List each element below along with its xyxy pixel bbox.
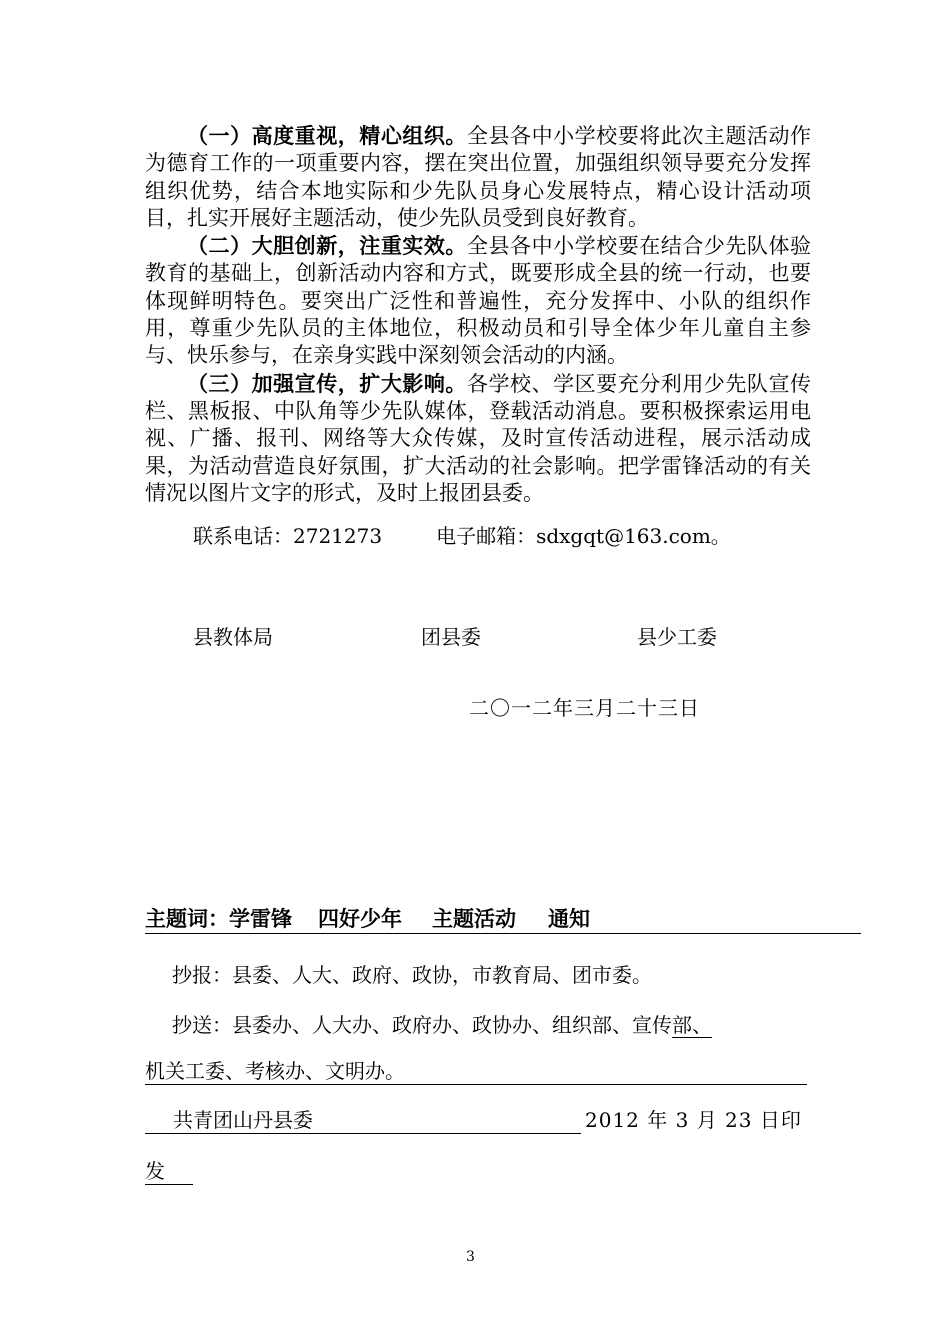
signatory-education-bureau: 县教体局 bbox=[193, 625, 273, 649]
contact-email: 电子邮箱：sdxgqt@163.com。 bbox=[436, 524, 731, 548]
paragraph-1-heading: （一）高度重视，精心组织。 bbox=[187, 123, 467, 148]
subject-keywords bbox=[145, 906, 861, 934]
paragraph-2 bbox=[145, 232, 811, 369]
cc-send-text: 抄送：县委办、人大办、政府办、政协办、组织部、宣传 bbox=[172, 1013, 672, 1037]
issuer-date: 2012 年 3 月 23 日印 bbox=[585, 1108, 802, 1132]
paragraph-1-text: 全县各中小学校要将此次主题活动作为德育工作的一项重要内容，摆在突出位置，加强组织领导要充分发挥组织优势，结合本地实际和少先队员身心发展特点，精心设计活动项目，扎实开展好主题活动，使少先队员受到良好教育。 bbox=[145, 124, 812, 230]
keyword-2: 四好少年 bbox=[318, 907, 402, 931]
keywords-label: 主题词： bbox=[145, 907, 229, 931]
paragraph-1 bbox=[145, 122, 811, 232]
paragraph-2-heading: （二）大胆创新，注重实效。 bbox=[187, 233, 467, 259]
paragraph-3-text: 各学校、学区要充分利用少先队宣传栏、黑板报、中队角等少先队媒体，登载活动消息。要积极探索运用电视、广播、报刊、网络等大众传媒，及时宣传活动进程，展示活动成果，为活动营造良好氛围，扩大活动的社会影响。把学雷锋活动的有关情况以图片文字的形式，及时上报团县委。 bbox=[145, 371, 812, 505]
cc-report-line: 抄报：县委、人大、政府、政协，市教育局、团市委。 bbox=[172, 963, 652, 987]
contact-line bbox=[193, 524, 731, 548]
cc-send-underlined: 部、 bbox=[672, 1013, 712, 1037]
cc-send-line bbox=[172, 1012, 712, 1038]
issuer-tail: 发 bbox=[145, 1158, 193, 1185]
signatory-young-pioneers: 县少工委 bbox=[637, 625, 717, 649]
signatory-youth-league: 团县委 bbox=[421, 625, 481, 649]
cc-send-continuation: 机关工委、考核办、文明办。 bbox=[145, 1058, 807, 1085]
issuer-underline bbox=[145, 1133, 581, 1134]
issuer-line bbox=[145, 1107, 807, 1135]
keyword-4: 通知 bbox=[548, 907, 590, 931]
issuer-org: 共青团山丹县委 bbox=[173, 1108, 313, 1132]
notice-body bbox=[145, 122, 811, 507]
keyword-3: 主题活动 bbox=[432, 907, 516, 931]
keyword-1: 学雷锋 bbox=[229, 907, 292, 931]
issue-date: 二〇一二年三月二十三日 bbox=[469, 696, 700, 720]
contact-phone: 联系电话：2721273 bbox=[193, 524, 383, 548]
page-number: 3 bbox=[466, 1249, 475, 1265]
paragraph-3 bbox=[145, 370, 811, 507]
paragraph-3-heading: （三）加强宣传，扩大影响。 bbox=[187, 370, 467, 396]
paragraph-2-text: 全县各中小学校要在结合少先队体验教育的基础上，创新活动内容和方式，既要形成全县的统一行动，也要体现鲜明特色。要突出广泛性和普遍性，充分发挥中、小队的组织作用，尊重少先队员的主体地位，积极动员和引导全体少年儿童自主参与、快乐参与，在亲身实践中深刻领会活动的内涵。 bbox=[145, 234, 812, 368]
